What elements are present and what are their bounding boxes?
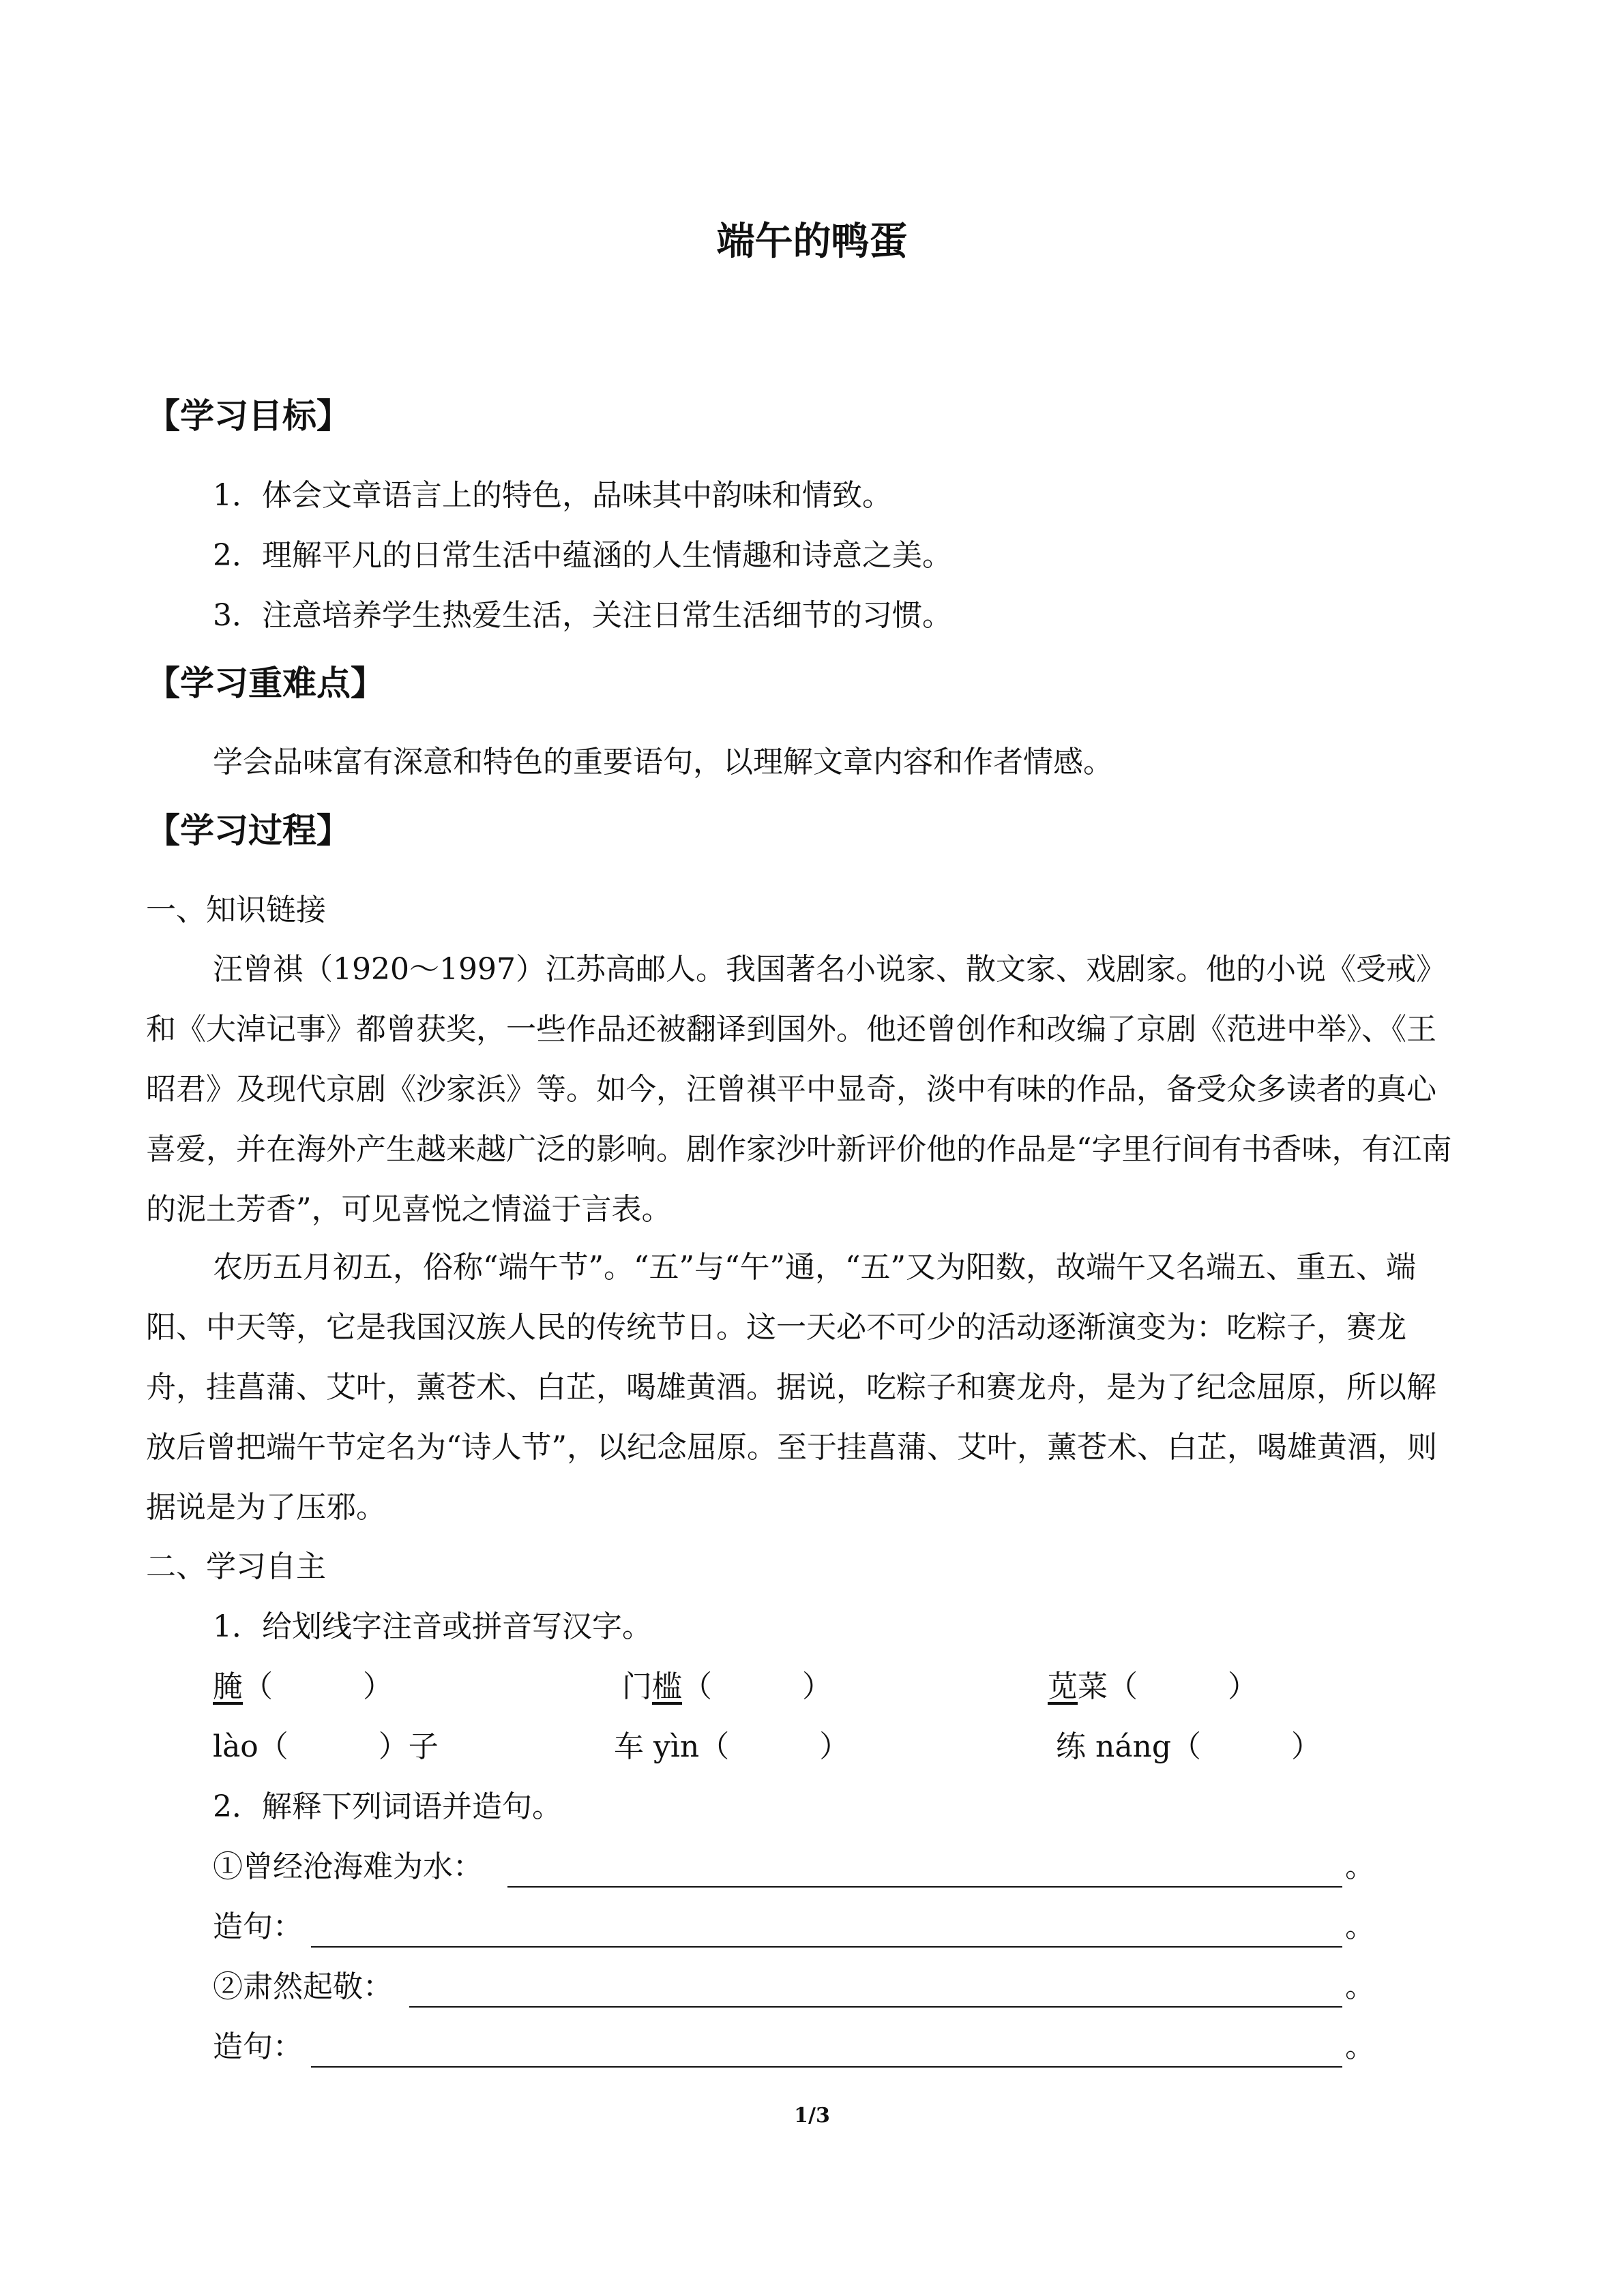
answer-blank-1[interactable] — [507, 1885, 1342, 1888]
goal-item-3: 3．注意培养学生热爱生活，关注日常生活细节的习惯。 — [213, 598, 952, 633]
question-1: 1．给划线字注音或拼音写汉字。 — [213, 1609, 652, 1644]
fill-end-1: 。 — [1345, 1849, 1375, 1884]
fill-label-1: ①曾经沧海难为水： — [213, 1849, 483, 1884]
hanzi-item-3: 练 náng（ ） — [1056, 1729, 1322, 1764]
key-points-text: 学会品味富有深意和特色的重要语句，以理解文章内容和作者情感。 — [213, 745, 1113, 779]
fill-label-3: ②肃然起敬： — [213, 1969, 393, 2004]
section-heading-process: 【学习过程】 — [146, 811, 351, 850]
fill-end-3: 。 — [1345, 1969, 1375, 2004]
answer-blank-2[interactable] — [311, 1945, 1342, 1948]
part2-title: 二、学习自主 — [146, 1549, 326, 1584]
goal-item-1: 1．体会文章语言上的特色，品味其中韵味和情致。 — [213, 478, 892, 513]
knowledge-paragraph-1: 汪曾祺（1920～1997）江苏高邮人。我国著名小说家、散文家、戏剧家。他的小说《受戒》和《大淖记事》都曾获奖，一些作品还被翻译到国外。他还曾创作和改编了京剧《范进中举》、《王昭君》及现代京剧《沙家浜》等。如今，汪曾祺平中显奇，淡中有味的作品，备受众多读者的真心喜爱，并在海外产生越来越广泛的影响。剧作家沙叶新评价他的作品是“字里行间有书香味，有江南的泥土芳香”，可见喜悦之情溢于言表。 — [146, 952, 1452, 1227]
fill-end-4: 。 — [1345, 2029, 1375, 2064]
question-2: 2．解释下列词语并造句。 — [213, 1789, 562, 1824]
page-number: 1/3 — [794, 2104, 830, 2128]
underlined-char: 槛 — [652, 1669, 682, 1704]
underlined-char: 腌 — [213, 1669, 243, 1704]
section-heading-goals: 【学习目标】 — [146, 396, 351, 436]
part1-title: 一、知识链接 — [146, 893, 326, 927]
pinyin-item-3: 苋菜（ ） — [1048, 1669, 1258, 1704]
answer-blank-3[interactable] — [409, 2005, 1342, 2008]
page-title: 端午的鸭蛋 — [716, 220, 908, 264]
fill-end-2: 。 — [1345, 1909, 1375, 1944]
goal-item-2: 2．理解平凡的日常生活中蕴涵的人生情趣和诗意之美。 — [213, 538, 952, 573]
hanzi-item-2: 车 yìn（ ） — [614, 1729, 850, 1764]
answer-blank-4[interactable] — [311, 2065, 1342, 2068]
fill-label-4: 造句： — [213, 2029, 303, 2064]
section-heading-key-points: 【学习重难点】 — [146, 664, 385, 703]
pinyin-item-2: 门槛（ ） — [622, 1669, 832, 1704]
fill-label-2: 造句： — [213, 1909, 303, 1944]
underlined-char: 苋 — [1048, 1669, 1078, 1704]
pinyin-item-1: 腌（ ） — [213, 1669, 393, 1704]
knowledge-paragraph-2: 农历五月初五，俗称“端午节”。“五”与“午”通，“五”又为阳数，故端午又名端五、重五、端阳、中天等，它是我国汉族人民的传统节日。这一天必不可少的活动逐渐演变为：吃粽子，赛龙舟，挂菖蒲、艾叶，薰苍术、白芷，喝雄黄酒。据说，吃粽子和赛龙舟，是为了纪念屈原，所以解放后曾把端午节定名为“诗人节”，以纪念屈原。至于挂菖蒲、艾叶，薰苍术、白芷，喝雄黄酒，则据说是为了压邪。 — [146, 1250, 1437, 1525]
hanzi-item-1: lào（ ）子 — [213, 1729, 439, 1764]
